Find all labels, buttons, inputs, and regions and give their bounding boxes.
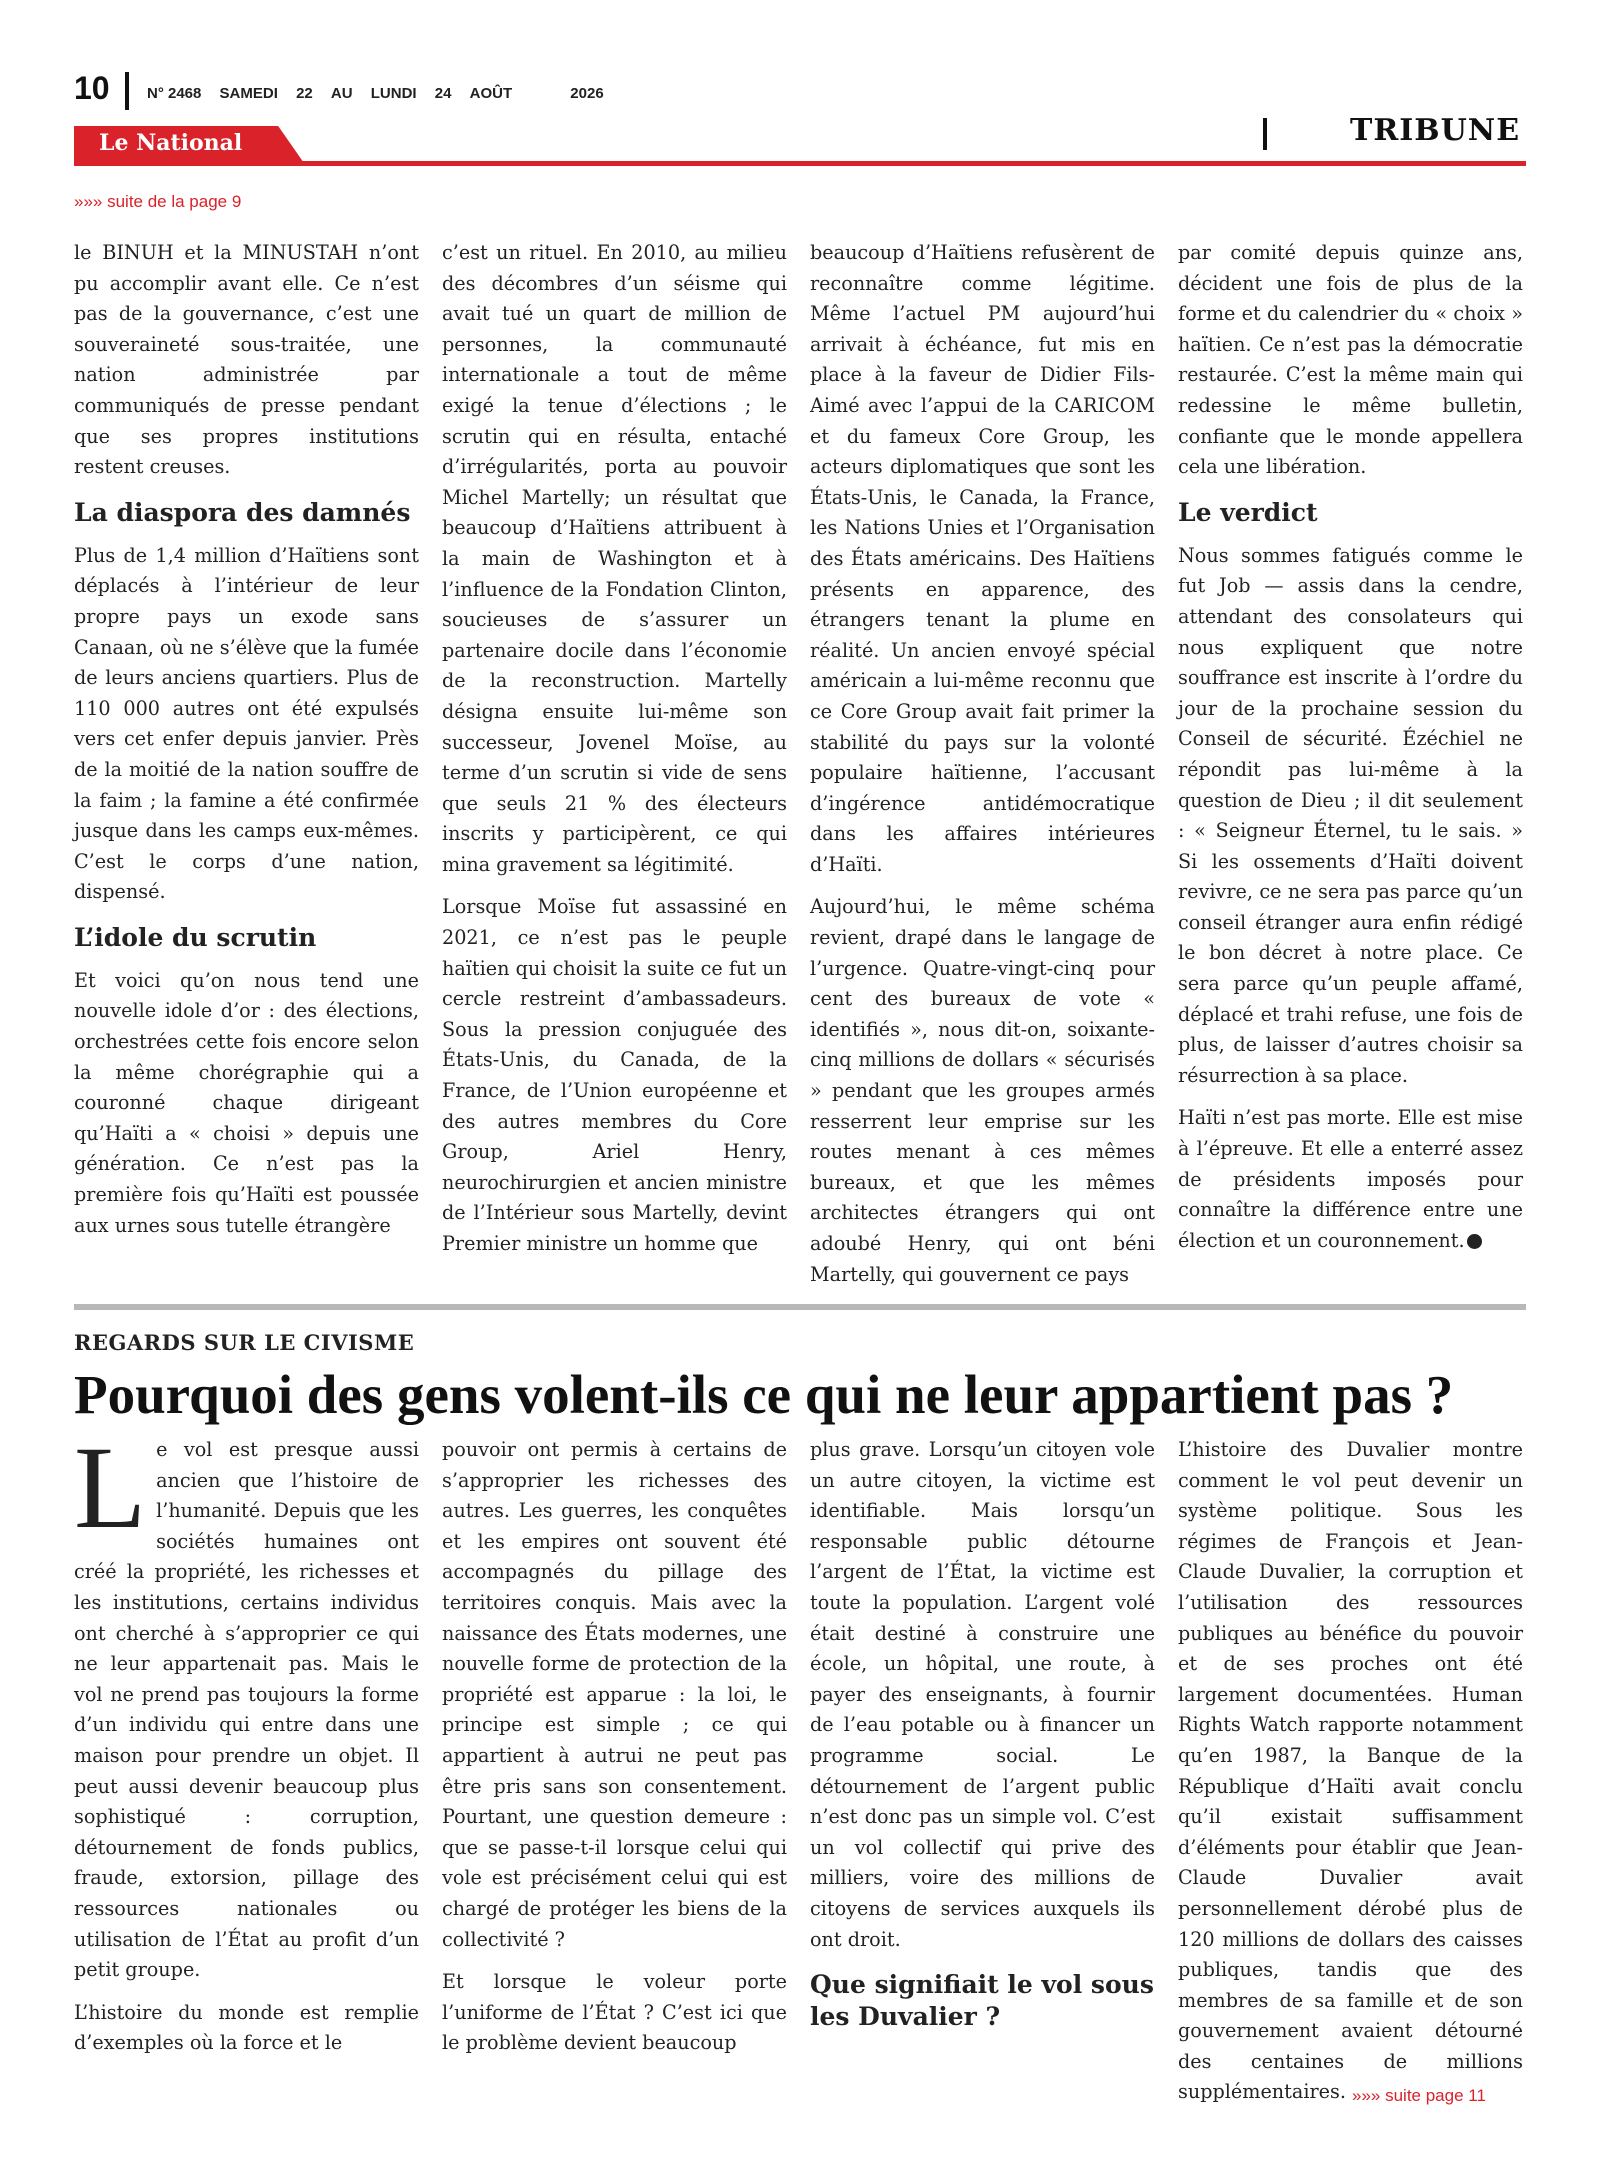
article2-paragraph: L’histoire du monde est remplie d’exemples où la force et le — [74, 2000, 419, 2055]
article1-paragraph: Nous sommes fatigués comme le fut Job — assis dans la cendre, attendant des consolateurs qui nous expliquent que notre souffrance est inscrite à l’ordre du jour de la prochaine session du Conseil de sécurité. Ézéchiel ne répondit pas lui-même à la question de Dieu ; il dit seulement : « Seigneur Éternel, tu le sais. » Si les ossements d’Haïti doivent revivre, ce ne sera pas parce qu’un conseil étranger aura enfin rédigé le bon décret à notre place. Ce sera parce qu’un peuple affamé, déplacé et trahi refuse, une fois de plus, de laisser d’autres choisir sa résurrection à sa place. — [1178, 543, 1523, 1087]
date-connector: AU — [330, 85, 353, 102]
article1-paragraph: Plus de 1,4 million d’Haïtiens sont déplacés à l’intérieur de leur propre pays un exode sans Canaan, où ne s’élève que la fumée de leurs anciens quartiers. Plus de 110 000 autres ont été expulsés vers cet enfer depuis janvier. Près de la moitié de la nation souffre de la faim ; la famine a été confirmée jusque dans les camps eux-mêmes. C’est le corps d’une nation, dispensé. — [74, 543, 419, 904]
article1-paragraph: par comité depuis quinze ans, décident une fois de plus de la forme et du calendrier du « choix » haïtien. Ce n’est pas la démocratie restaurée. C’est la même main qui redessine le même bulletin, confiante que le monde appellera cela une libération. — [1178, 241, 1523, 479]
article1-paragraph: le BINUH et la MINUSTAH n’ont pu accomplir avant elle. Ce n’est pas de la gouvernance, c’est une souveraineté sous-traitée, une nation administrée par communiqués de presse pendant que ses propres institutions restent creuses. — [74, 241, 419, 479]
drop-cap: L — [74, 1422, 147, 1553]
article2-paragraph: plus grave. Lorsqu’un citoyen vole un autre citoyen, la victime est identifiable. Mais lorsqu’un responsable public détourne l’argent de l’État, la victime est toute la population. L’argent volé était destiné à construire une école, un hôpital, une route, à payer des enseignants, à fournir de l’eau potable ou à financer un programme social. Le détournement de l’argent public n’est donc pas un simple vol. C’est un vol collectif qui prive des milliers, voire des millions de citoyens de services auxquels ils ont droit. — [810, 1438, 1155, 1951]
article1-column-4 — [1178, 238, 1523, 1290]
brand-logo-text: Le National — [99, 130, 243, 156]
year: 2026 — [570, 85, 604, 102]
article-divider — [74, 1304, 1526, 1310]
page-number-divider — [125, 72, 129, 110]
article2-paragraph: pouvoir ont permis à certains de s’approprier les richesses des autres. Les guerres, les conquêtes et les empires ont souvent été accompagnés du pillage des territoires conquis. Mais avec la naissance des États modernes, une nouvelle forme de protection de la propriété est apparue : la loi, le principe est simple ; ce qui appartient à autrui ne peut pas être pris sans son consentement. Pourtant, une question demeure : que se passe-t-il lorsque celui qui vole est précisément celui qui est chargé de protéger les biens de la collectivité ? — [442, 1438, 787, 1951]
header-rule — [74, 161, 1526, 166]
subheading-diaspora: La diaspora des damnés — [74, 497, 411, 527]
article1-last-paragraph — [1178, 1103, 1523, 1256]
day-to: LUNDI — [370, 85, 417, 102]
article1-paragraph: beaucoup d’Haïtiens refusèrent de reconnaître comme légitime. Même l’actuel PM aujourd’hui arrivait à échéance, fut mis en place à la faveur de Didier Fils-Aimé avec l’appui de la CARICOM et du fameux Core Group, les acteurs diplomatiques que sont les États-Unis, le Canada, la France, les Nations Unies et l’Organisation des États américains. Des Haïtiens présents en apparence, des étrangers tenant la plume en réalité. Un ancien envoyé spécial américain a lui-même reconnu que ce Core Group avait fait primer la stabilité du pays sur la volonté populaire haïtienne, l’accusant d’ingérence antidémocratique dans les affaires intérieures d’Haïti. — [810, 241, 1155, 876]
month: AOÛT — [469, 85, 513, 102]
date-from: 22 — [296, 85, 313, 102]
article1-column-1 — [74, 238, 419, 1290]
section-name: TRIBUNE — [1350, 113, 1521, 148]
day-from: SAMEDI — [219, 85, 278, 102]
article1-paragraph: Lorsque Moïse fut assassiné en 2021, ce n’est pas le peuple haïtien qui choisit la suite ce fut un cercle restreint d’ambassadeurs. Sous la pression conjuguée des États-Unis, du Canada, de la France, de l’Union européenne et des autres membres du Core Group, Ariel Henry, neurochirurgien et ancien ministre de l’Intérieur sous Martelly, devint Premier ministre un homme que — [442, 895, 787, 1255]
end-of-article-icon — [1467, 1234, 1482, 1249]
article2-kicker: REGARDS SUR LE CIVISME — [74, 1330, 415, 1355]
section-divider — [1263, 118, 1267, 150]
article2-column-1 — [74, 1422, 419, 2075]
article1-paragraph: Aujourd’hui, le même schéma revient, drapé dans le langage de l’urgence. Quatre-vingt-cinq pour cent des bureaux de vote « identifiés », nous dit-on, soixante-cinq millions de dollars « sécurisés » pendant que les groupes armés resserrent leur emprise sur les routes menant à ces mêmes bureaux, et que les mêmes architectes étrangers qui ont adoubé Henry, qui ont béni Martelly, qui gouvernent ce pays — [810, 895, 1155, 1286]
article1-paragraph: Et voici qu’on nous tend une nouvelle idole d’or : des élections, orchestrées cette fois encore selon la même chorégraphie qui a couronné chaque dirigeant qu’Haïti a « choisi » depuis une génération. Ce n’est pas la première fois qu’Haïti est poussée aux urnes sous tutelle étrangère — [74, 968, 419, 1237]
article1-column-3 — [810, 238, 1155, 1290]
issue-date-line — [147, 85, 618, 102]
continued-from: »»» suite de la page 9 — [74, 192, 242, 211]
article2-paragraph — [74, 1422, 419, 1986]
date-to: 24 — [434, 85, 452, 102]
article1-final-text: Haïti n’est pas morte. Elle est mise à l’épreuve. Et elle a enterré assez de présidents imposés pour connaître la différence entre une élection et un couronnement. — [1178, 1106, 1523, 1252]
issue-number: N° 2468 — [147, 85, 202, 102]
article2-headline: Pourquoi des gens volent-ils ce qui ne leur appartient pas ? — [74, 1364, 1454, 1425]
article2-paragraph: Et lorsque le voleur porte l’uniforme de l’État ? C’est ici que le problème devient beaucoup — [442, 1970, 787, 2055]
subheading-verdict: Le verdict — [1178, 497, 1318, 527]
article1-column-2 — [442, 238, 787, 1290]
subheading-duvalier: Que signifiait le vol sous les Duvalier ? — [810, 1970, 1154, 2032]
article2-column-3 — [810, 1435, 1155, 2075]
article2-paragraph: L’histoire des Duvalier montre comment le vol peut devenir un système politique. Sous les régimes de François et Jean-Claude Duvalier, la corruption et l’utilisation des ressources publiques au bénéfice du pouvoir et de ses proches ont été largement documentées. Human Rights Watch rapporte notamment qu’en 1987, la Banque de la République d’Haïti avait conclu qu’il existait suffisamment d’éléments pour établir que Jean-Claude Duvalier avait personnellement dérobé plus de 120 millions de dollars des caisses publiques, tandis que des membres de sa famille et de son gouvernement avaient détourné des centaines de millions supplémentaires. — [1178, 1438, 1523, 2104]
article1-paragraph: c’est un rituel. En 2010, au milieu des décombres d’un séisme qui avait tué un quart de million de personnes, la communauté internationale a tout de même exigé la tenue d’élections ; le scrutin qui en résulta, entaché d’irrégularités, porta au pouvoir Michel Martelly; un résultat que beaucoup d’Haïtiens attribuent à la main de Washington et à l’influence de la Fondation Clinton, soucieuses de s’assurer un partenaire docile dans l’économie de la reconstruction. Martelly désigna ensuite lui-même son successeur, Jovenel Moïse, au terme d’un scrutin si vide de sens que seuls 21 % des électeurs inscrits y participèrent, ce qui mina gravement sa légitimité. — [442, 241, 787, 876]
subheading-idole: L’idole du scrutin — [74, 922, 317, 952]
page-number: 10 — [74, 70, 110, 106]
article2-column-2 — [442, 1435, 787, 2075]
article2-lead-text: e vol est presque aussi ancien que l’histoire de l’humanité. Depuis que les sociétés humaines ont créé la propriété, les richesses et les institutions, certains individus ont cherché à s’approprier ce qui ne leur appartenait pas. Mais le vol ne prend pas toujours la forme d’un individu qui entre dans une maison pour prendre un objet. Il peut aussi devenir beaucoup plus sophistiqué : corruption, détournement de fonds publics, fraude, extorsion, pillage des ressources nationales ou utilisation de l’État au profit d’un petit groupe. — [74, 1438, 419, 1982]
continued-to: »»» suite page 11 — [1352, 2086, 1486, 2105]
